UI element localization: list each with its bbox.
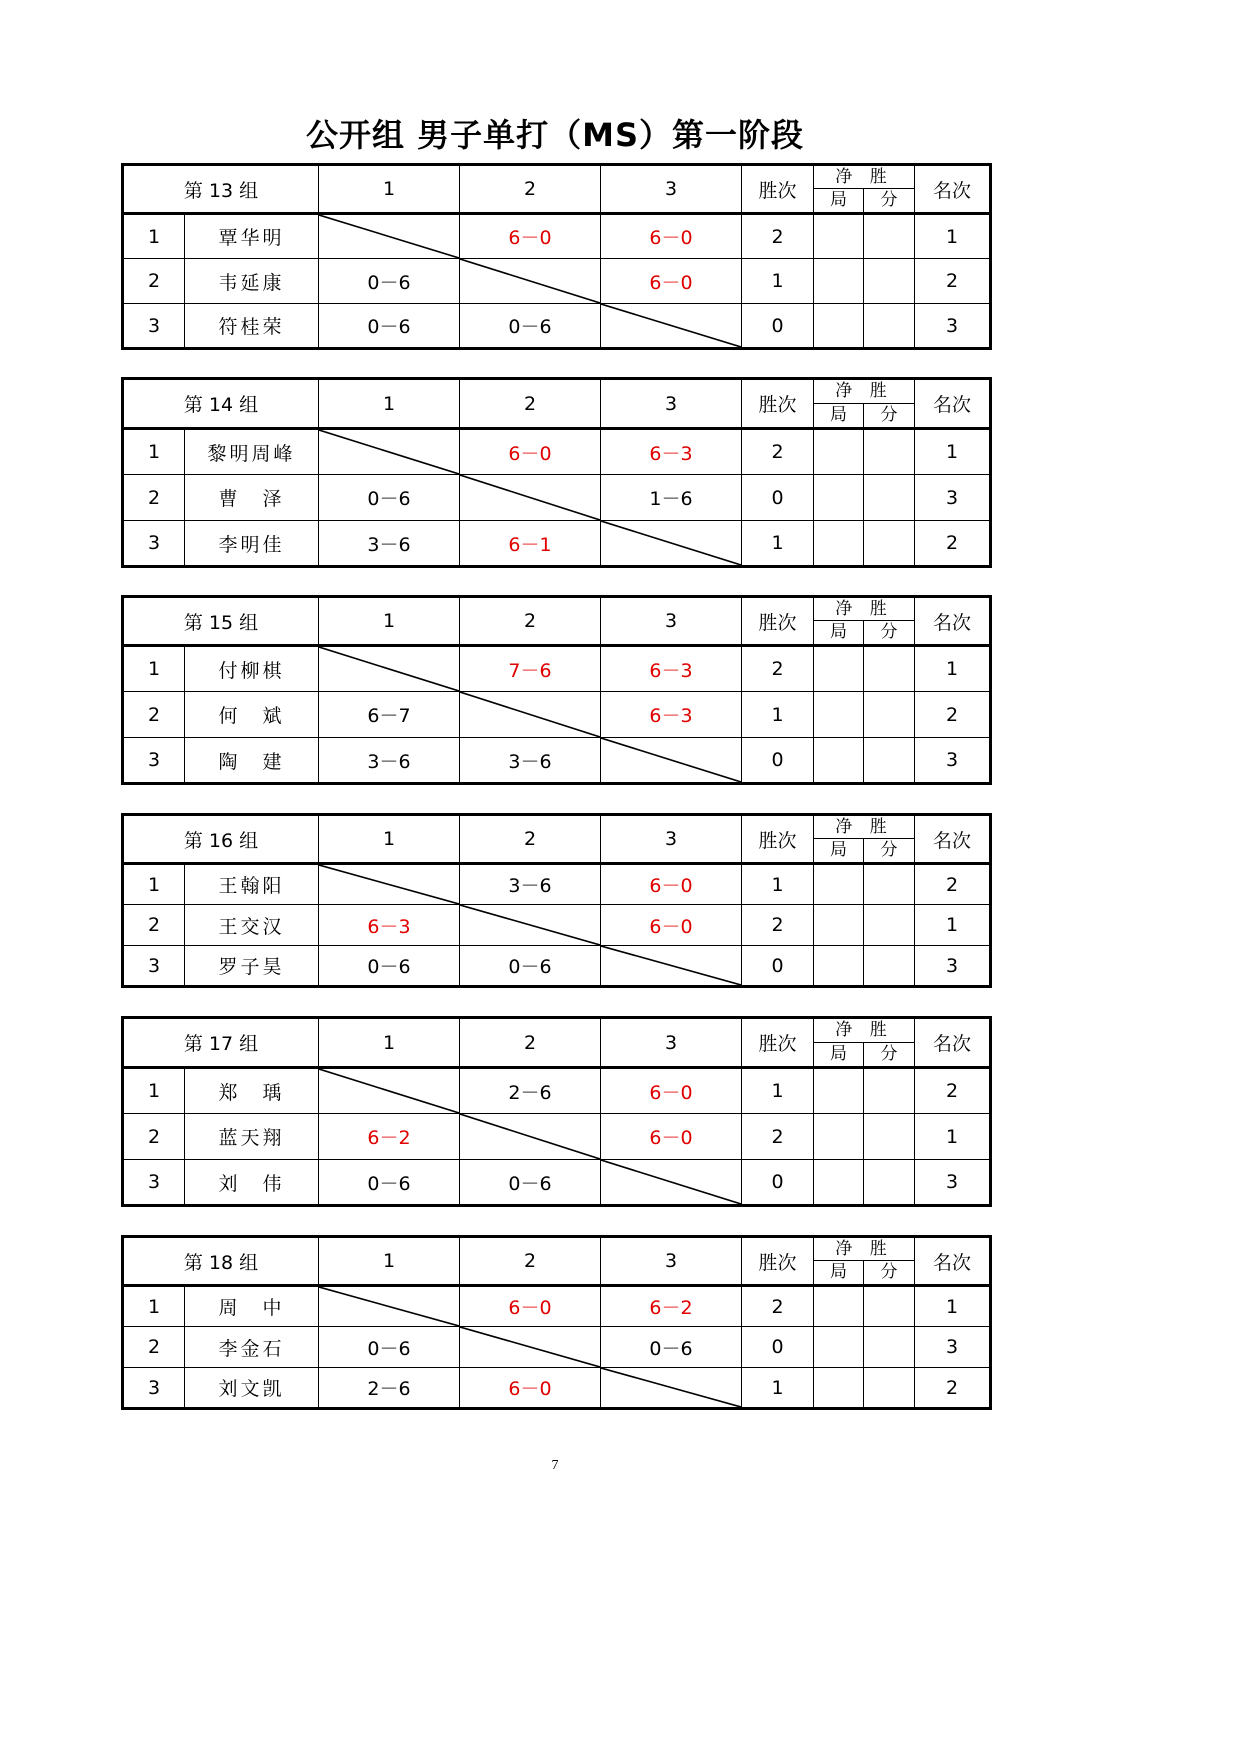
diagonal-cell	[601, 304, 742, 349]
diagonal-line	[319, 1069, 459, 1113]
player-row	[123, 905, 991, 946]
match-score: 6－3	[601, 692, 742, 738]
rank-value: 2	[915, 864, 991, 905]
match-score: 6－3	[601, 646, 742, 692]
wins-count: 1	[742, 1068, 814, 1114]
rank-value: 1	[915, 429, 991, 475]
diagonal-line	[460, 475, 600, 520]
group-label: 第 17 组	[123, 1018, 319, 1068]
diagonal-line	[601, 1368, 741, 1407]
player-name: 付柳棋	[185, 646, 319, 692]
seed-number: 2	[123, 475, 185, 521]
net-games-value	[814, 1286, 864, 1327]
match-score: 3－6	[460, 738, 601, 784]
seed-number: 3	[123, 304, 185, 349]
player-row	[123, 429, 991, 475]
diagonal-line	[460, 259, 600, 303]
group-table-3	[121, 595, 989, 785]
diagonal-line	[319, 430, 459, 474]
net-games-value	[814, 259, 864, 304]
net-games-value	[814, 1368, 864, 1409]
player-row	[123, 304, 991, 349]
page-number: 7	[551, 1458, 559, 1473]
diagonal-cell	[601, 1368, 742, 1409]
player-row	[123, 1286, 991, 1327]
match-score: 0－6	[460, 304, 601, 349]
opponent-col-header: 2	[460, 165, 601, 214]
player-name: 符桂荣	[185, 304, 319, 349]
rank-value: 1	[915, 1286, 991, 1327]
opponent-col-header: 3	[601, 165, 742, 214]
wins-header: 胜次	[742, 815, 814, 864]
net-points-value	[864, 429, 915, 475]
diagonal-cell	[601, 946, 742, 987]
diagonal-line	[601, 946, 741, 985]
diagonal-cell	[601, 1160, 742, 1206]
diagonal-cell	[460, 1327, 601, 1368]
opponent-col-header: 1	[319, 165, 460, 214]
net-games-value	[814, 1327, 864, 1368]
player-row	[123, 692, 991, 738]
net-win-header	[814, 815, 915, 864]
rank-value: 2	[915, 521, 991, 567]
net-games-label: 局	[814, 621, 864, 644]
rank-header: 名次	[915, 1018, 991, 1068]
net-games-value	[814, 905, 864, 946]
net-points-value	[864, 304, 915, 349]
diagonal-cell	[319, 864, 460, 905]
net-win-header	[814, 165, 915, 214]
net-points-label: 分	[880, 622, 898, 642]
net-points-value	[864, 1114, 915, 1160]
player-row	[123, 1368, 991, 1409]
match-score: 6－2	[319, 1114, 460, 1160]
net-points-value	[864, 521, 915, 567]
diagonal-line	[319, 1287, 459, 1326]
net-win-header	[814, 597, 915, 646]
seed-number: 1	[123, 1286, 185, 1327]
match-score: 6－0	[460, 214, 601, 259]
diagonal-line	[601, 521, 741, 565]
net-points-value	[864, 1068, 915, 1114]
wins-count: 1	[742, 1368, 814, 1409]
seed-number: 3	[123, 521, 185, 567]
player-row	[123, 1114, 991, 1160]
group-label: 第 13 组	[123, 165, 319, 214]
seed-number: 1	[123, 646, 185, 692]
player-name: 李明佳	[185, 521, 319, 567]
group-table-5	[121, 1016, 989, 1207]
diagonal-cell	[601, 521, 742, 567]
net-win-header	[814, 1237, 915, 1286]
diagonal-line	[319, 865, 459, 904]
net-games-value	[814, 429, 864, 475]
wins-count: 0	[742, 304, 814, 349]
opponent-col-header: 2	[460, 379, 601, 429]
seed-number: 3	[123, 738, 185, 784]
player-row	[123, 1068, 991, 1114]
player-name: 韦延康	[185, 259, 319, 304]
wins-count: 2	[742, 214, 814, 259]
net-games-value	[814, 692, 864, 738]
match-score: 0－6	[319, 946, 460, 987]
opponent-col-header: 1	[319, 815, 460, 864]
net-points-value	[864, 1327, 915, 1368]
match-score: 6－0	[460, 1286, 601, 1327]
wins-header: 胜次	[742, 1237, 814, 1286]
net-win-label: 净 胜	[814, 598, 914, 621]
match-score: 0－6	[460, 946, 601, 987]
match-score: 6－0	[460, 429, 601, 475]
match-score: 6－1	[460, 521, 601, 567]
diagonal-cell	[460, 905, 601, 946]
player-row	[123, 259, 991, 304]
group-label: 第 15 组	[123, 597, 319, 646]
opponent-col-header: 2	[460, 597, 601, 646]
net-games-value	[814, 1114, 864, 1160]
seed-number: 1	[123, 864, 185, 905]
player-name: 曹 泽	[185, 475, 319, 521]
diagonal-line	[601, 304, 741, 347]
net-games-label: 局	[814, 189, 864, 212]
diagonal-cell	[319, 214, 460, 259]
net-games-value	[814, 864, 864, 905]
group-table-1	[121, 163, 989, 350]
diagonal-line	[460, 1114, 600, 1159]
match-score: 0－6	[319, 475, 460, 521]
diagonal-line	[460, 1327, 600, 1367]
match-score: 6－3	[601, 429, 742, 475]
net-points-value	[864, 646, 915, 692]
wins-count: 0	[742, 738, 814, 784]
net-points-value	[864, 475, 915, 521]
wins-count: 1	[742, 521, 814, 567]
net-win-header	[814, 1018, 915, 1068]
wins-count: 0	[742, 1327, 814, 1368]
opponent-col-header: 3	[601, 815, 742, 864]
net-games-value	[814, 946, 864, 987]
match-score: 1－6	[601, 475, 742, 521]
opponent-col-header: 3	[601, 597, 742, 646]
match-score: 3－6	[319, 738, 460, 784]
match-score: 6－0	[601, 1114, 742, 1160]
net-games-value	[814, 304, 864, 349]
net-points-label: 分	[880, 1043, 898, 1064]
player-row	[123, 864, 991, 905]
wins-header: 胜次	[742, 379, 814, 429]
opponent-col-header: 1	[319, 1237, 460, 1286]
seed-number: 1	[123, 1068, 185, 1114]
rank-header: 名次	[915, 815, 991, 864]
group-label: 第 16 组	[123, 815, 319, 864]
net-points-value	[864, 1286, 915, 1327]
player-name: 罗子昊	[185, 946, 319, 987]
player-row	[123, 214, 991, 259]
net-points-label: 分	[880, 1262, 898, 1282]
seed-number: 3	[123, 1368, 185, 1409]
player-name: 覃华明	[185, 214, 319, 259]
wins-count: 0	[742, 1160, 814, 1206]
net-points-value	[864, 905, 915, 946]
rank-header: 名次	[915, 1237, 991, 1286]
diagonal-cell	[460, 475, 601, 521]
net-win-label: 净 胜	[814, 166, 914, 189]
diagonal-cell	[460, 259, 601, 304]
net-points-value	[864, 864, 915, 905]
player-name: 何 斌	[185, 692, 319, 738]
net-points-value	[864, 259, 915, 304]
net-games-label: 局	[814, 839, 864, 862]
wins-count: 0	[742, 946, 814, 987]
group-label: 第 14 组	[123, 379, 319, 429]
player-name: 王交汉	[185, 905, 319, 946]
net-games-label: 局	[814, 1043, 864, 1067]
rank-value: 2	[915, 1368, 991, 1409]
net-games-value	[814, 646, 864, 692]
seed-number: 2	[123, 259, 185, 304]
match-score: 6－7	[319, 692, 460, 738]
net-games-value	[814, 475, 864, 521]
wins-count: 0	[742, 475, 814, 521]
wins-count: 2	[742, 905, 814, 946]
match-score: 3－6	[319, 521, 460, 567]
seed-number: 1	[123, 214, 185, 259]
rank-value: 1	[915, 646, 991, 692]
rank-value: 2	[915, 692, 991, 738]
net-games-value	[814, 1160, 864, 1206]
opponent-col-header: 2	[460, 1237, 601, 1286]
group-table-4	[121, 813, 989, 988]
seed-number: 3	[123, 1160, 185, 1206]
match-score: 6－2	[601, 1286, 742, 1327]
net-points-value	[864, 1368, 915, 1409]
net-points-value	[864, 692, 915, 738]
opponent-col-header: 1	[319, 1018, 460, 1068]
diagonal-cell	[319, 1068, 460, 1114]
rank-header: 名次	[915, 597, 991, 646]
player-row	[123, 646, 991, 692]
net-win-label: 净 胜	[814, 1238, 914, 1261]
diagonal-cell	[601, 738, 742, 784]
net-games-value	[814, 521, 864, 567]
opponent-col-header: 1	[319, 379, 460, 429]
match-score: 0－6	[601, 1327, 742, 1368]
rank-value: 1	[915, 1114, 991, 1160]
player-name: 蓝天翔	[185, 1114, 319, 1160]
net-win-label: 净 胜	[814, 1019, 914, 1043]
rank-value: 3	[915, 738, 991, 784]
player-name: 刘文凯	[185, 1368, 319, 1409]
match-score: 0－6	[460, 1160, 601, 1206]
wins-header: 胜次	[742, 1018, 814, 1068]
net-win-label: 净 胜	[814, 380, 914, 404]
diagonal-line	[601, 1160, 741, 1204]
opponent-col-header: 1	[319, 597, 460, 646]
rank-value: 3	[915, 1160, 991, 1206]
match-score: 2－6	[460, 1068, 601, 1114]
player-name: 刘 伟	[185, 1160, 319, 1206]
diagonal-cell	[460, 692, 601, 738]
rank-value: 3	[915, 1327, 991, 1368]
match-score: 0－6	[319, 1160, 460, 1206]
net-win-header	[814, 379, 915, 429]
opponent-col-header: 3	[601, 379, 742, 429]
match-score: 7－6	[460, 646, 601, 692]
wins-count: 1	[742, 692, 814, 738]
player-name: 陶 建	[185, 738, 319, 784]
wins-count: 2	[742, 646, 814, 692]
player-row	[123, 1160, 991, 1206]
match-score: 0－6	[319, 1327, 460, 1368]
seed-number: 2	[123, 1114, 185, 1160]
net-games-label: 局	[814, 404, 864, 428]
match-score: 6－0	[601, 259, 742, 304]
opponent-col-header: 2	[460, 1018, 601, 1068]
net-games-value	[814, 1068, 864, 1114]
diagonal-line	[319, 215, 459, 258]
seed-number: 3	[123, 946, 185, 987]
diagonal-line	[460, 692, 600, 737]
net-win-label: 净 胜	[814, 816, 914, 839]
page-title: 公开组 男子单打（MS）第一阶段	[305, 116, 805, 154]
player-row	[123, 521, 991, 567]
net-points-label: 分	[880, 404, 898, 425]
opponent-col-header: 2	[460, 815, 601, 864]
rank-value: 3	[915, 304, 991, 349]
player-name: 周 中	[185, 1286, 319, 1327]
wins-count: 1	[742, 259, 814, 304]
group-table-6	[121, 1235, 989, 1410]
player-row	[123, 946, 991, 987]
seed-number: 2	[123, 1327, 185, 1368]
net-games-value	[814, 738, 864, 784]
rank-value: 3	[915, 475, 991, 521]
net-points-value	[864, 946, 915, 987]
rank-value: 2	[915, 1068, 991, 1114]
net-games-value	[814, 214, 864, 259]
player-name: 郑 瑀	[185, 1068, 319, 1114]
match-score: 0－6	[319, 304, 460, 349]
seed-number: 1	[123, 429, 185, 475]
rank-value: 3	[915, 946, 991, 987]
diagonal-cell	[319, 1286, 460, 1327]
rank-value: 1	[915, 905, 991, 946]
match-score: 6－0	[601, 214, 742, 259]
net-points-value	[864, 1160, 915, 1206]
opponent-col-header: 3	[601, 1018, 742, 1068]
seed-number: 2	[123, 905, 185, 946]
rank-header: 名次	[915, 379, 991, 429]
rank-value: 1	[915, 214, 991, 259]
diagonal-line	[460, 905, 600, 945]
diagonal-cell	[319, 429, 460, 475]
player-name: 王翰阳	[185, 864, 319, 905]
wins-count: 2	[742, 1114, 814, 1160]
diagonal-cell	[319, 646, 460, 692]
group-label: 第 18 组	[123, 1237, 319, 1286]
opponent-col-header: 3	[601, 1237, 742, 1286]
player-row	[123, 475, 991, 521]
player-name: 黎明周峰	[185, 429, 319, 475]
rank-value: 2	[915, 259, 991, 304]
diagonal-cell	[460, 1114, 601, 1160]
match-score: 6－0	[601, 864, 742, 905]
match-score: 6－0	[460, 1368, 601, 1409]
net-points-label: 分	[880, 190, 898, 210]
wins-count: 2	[742, 429, 814, 475]
match-score: 6－0	[601, 1068, 742, 1114]
diagonal-line	[601, 738, 741, 782]
match-score: 6－3	[319, 905, 460, 946]
net-points-value	[864, 214, 915, 259]
wins-header: 胜次	[742, 165, 814, 214]
wins-header: 胜次	[742, 597, 814, 646]
group-table-2	[121, 377, 989, 568]
player-row	[123, 738, 991, 784]
player-name: 李金石	[185, 1327, 319, 1368]
wins-count: 1	[742, 864, 814, 905]
seed-number: 2	[123, 692, 185, 738]
match-score: 6－0	[601, 905, 742, 946]
rank-header: 名次	[915, 165, 991, 214]
net-points-label: 分	[880, 840, 898, 860]
wins-count: 2	[742, 1286, 814, 1327]
diagonal-line	[319, 647, 459, 691]
net-games-label: 局	[814, 1261, 864, 1284]
net-points-value	[864, 738, 915, 784]
match-score: 2－6	[319, 1368, 460, 1409]
match-score: 3－6	[460, 864, 601, 905]
player-row	[123, 1327, 991, 1368]
match-score: 0－6	[319, 259, 460, 304]
